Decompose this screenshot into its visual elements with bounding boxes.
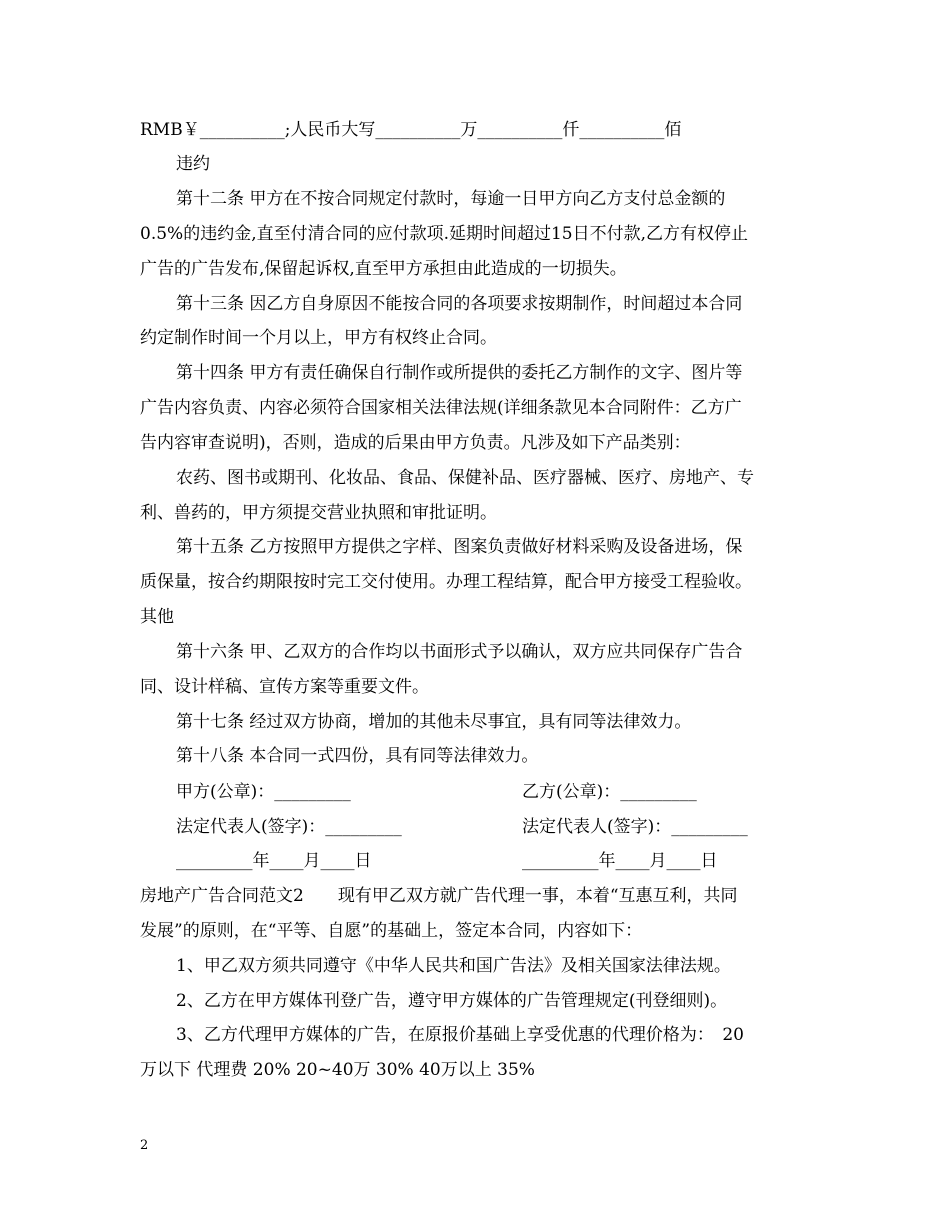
article-14-line-1: 第十四条 甲方有责任确保自行制作或所提供的委托乙方制作的文字、图片等 — [176, 363, 743, 383]
article-17: 第十七条 经过双方协商，增加的其他未尽事宜，具有同等法律效力。 — [176, 712, 692, 732]
sample-2-intro-line-2: 发展”的原则，在“平等、自愿”的基础上，签定本合同，内容如下： — [140, 921, 643, 941]
clause-1: 1、甲乙双方须共同遵守《中华人民共和国广告法》及相关国家法律法规。 — [176, 956, 731, 976]
clause-3-line-1: 3、乙方代理甲方媒体的广告，在原报价基础上享受优惠的代理价格为： 20 — [176, 1025, 744, 1045]
party-b-date: _________年____月____日 — [522, 851, 718, 871]
product-categories-line-1: 农药、图书或期刊、化妆品、食品、保健补品、医疗器械、医疗、房地产、专 — [176, 468, 754, 488]
sample-2-intro-line-1: 房地产广告合同范文2 现有甲乙双方就广告代理一事，本着“互惠互利，共同 — [140, 886, 738, 906]
clause-2: 2、乙方在甲方媒体刊登广告，遵守甲方媒体的广告管理规定(刊登细则)。 — [176, 991, 728, 1011]
party-b-seal: 乙方(公章)：_________ — [522, 782, 697, 802]
article-13-line-2: 约定制作时间一个月以上，甲方有权终止合同。 — [140, 328, 497, 348]
section-heading-other: 其他 — [140, 607, 174, 627]
section-heading-breach: 违约 — [176, 154, 210, 174]
product-categories-line-2: 利、兽药的，甲方须提交营业执照和审批证明。 — [140, 503, 497, 523]
page-number: 2 — [140, 1138, 149, 1153]
article-14-line-3: 告内容审查说明)，否则，造成的后果由甲方负责。凡涉及如下产品类别： — [140, 433, 691, 453]
article-18: 第十八条 本合同一式四份，具有同等法律效力。 — [176, 746, 539, 766]
payment-blank-line: RMB￥__________;人民币大写__________万__________仟__________佰 — [140, 120, 682, 140]
article-16-line-1: 第十六条 甲、乙双方的合作均以书面形式予以确认，双方应共同保存广告合 — [176, 642, 743, 662]
party-a-seal: 甲方(公章)：_________ — [176, 782, 351, 802]
party-a-representative: 法定代表人(签字)：_________ — [176, 817, 402, 837]
article-13-line-1: 第十三条 因乙方自身原因不能按合同的各项要求按期制作，时间超过本合同 — [176, 294, 743, 314]
article-15-line-1: 第十五条 乙方按照甲方提供之字样、图案负责做好材料采购及设备进场，保 — [176, 537, 743, 557]
article-16-line-2: 同、设计样稿、宣传方案等重要文件。 — [140, 677, 429, 697]
article-12-line-2: 0.5%的违约金,直至付清合同的应付款项.延期时间超过15日不付款,乙方有权停止 — [140, 224, 749, 244]
article-15-line-2: 质保量，按合约期限按时完工交付使用。办理工程结算，配合甲方接受工程验收。 — [140, 572, 752, 592]
article-12-line-3: 广告的广告发布,保留起诉权,直至甲方承担由此造成的一切损失。 — [140, 259, 627, 279]
article-14-line-2: 广告内容负责、内容必须符合国家相关法律法规(详细条款见本合同附件：乙方广 — [140, 398, 742, 418]
clause-3-line-2: 万以下 代理费 20% 20~40万 30% 40万以上 35% — [140, 1060, 535, 1080]
party-b-representative: 法定代表人(签字)：_________ — [522, 817, 748, 837]
article-12-line-1: 第十二条 甲方在不按合同规定付款时，每逾一日甲方向乙方支付总金额的 — [176, 189, 726, 209]
party-a-date: _________年____月____日 — [176, 851, 372, 871]
